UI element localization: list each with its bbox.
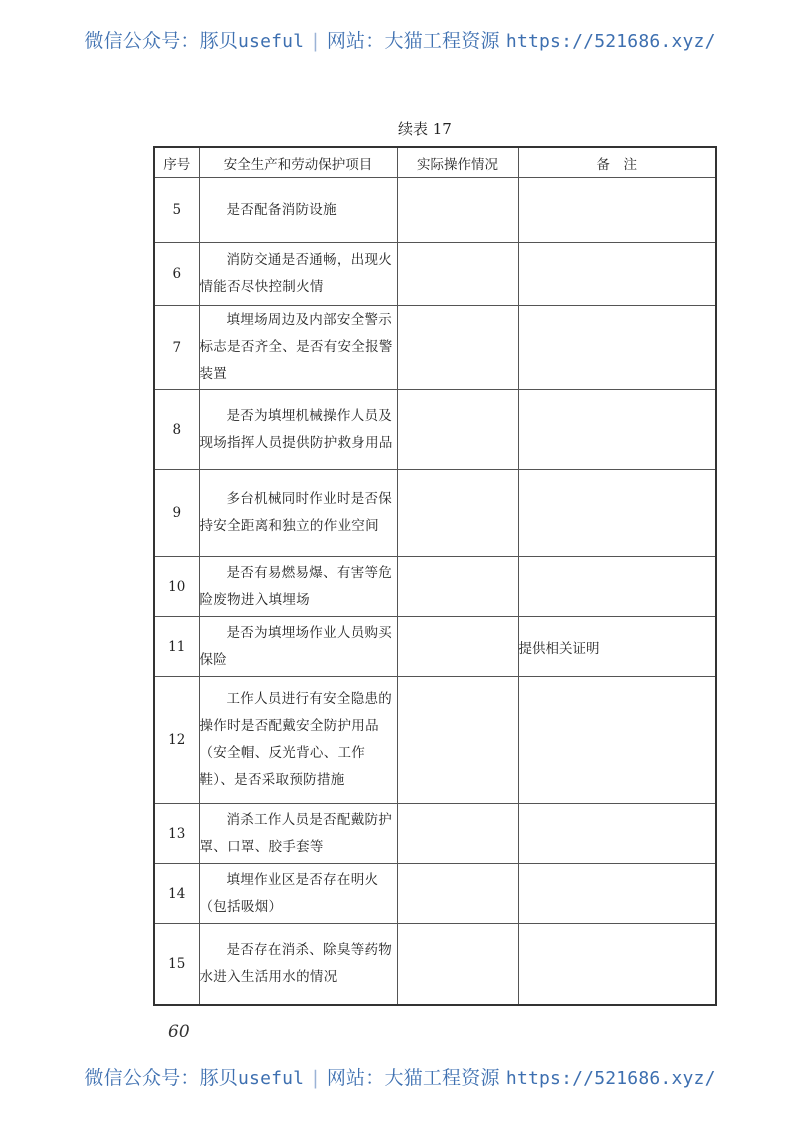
watermark-wechat-suffix: useful bbox=[238, 31, 305, 52]
watermark-separator: | bbox=[312, 30, 319, 52]
watermark-url[interactable]: https://521686.xyz/ bbox=[505, 31, 716, 52]
table-row bbox=[154, 677, 716, 804]
table-row bbox=[154, 864, 716, 924]
table-header-row bbox=[154, 147, 716, 178]
watermark-site: 网站：大猫工程资源 bbox=[326, 1067, 500, 1089]
row-remark-cell[interactable] bbox=[518, 243, 716, 306]
table-row bbox=[154, 178, 716, 243]
row-actual-cell[interactable] bbox=[397, 677, 518, 804]
row-number: 10 bbox=[154, 557, 199, 617]
table-title: 续表 17 bbox=[398, 120, 452, 138]
table-row bbox=[154, 390, 716, 470]
row-remark-cell[interactable] bbox=[518, 924, 716, 1005]
row-actual-cell[interactable] bbox=[397, 557, 518, 617]
row-number: 6 bbox=[154, 243, 199, 306]
watermark-wechat: 微信公众号：豚贝 bbox=[84, 1067, 238, 1089]
row-item bbox=[199, 804, 397, 864]
column-header-item: 安全生产和劳动保护项目 bbox=[199, 147, 397, 178]
row-actual-cell[interactable] bbox=[397, 617, 518, 677]
row-item-text: 是否配备消防设施 bbox=[226, 201, 337, 218]
column-header-actual: 实际操作情况 bbox=[397, 147, 518, 178]
row-item bbox=[199, 390, 397, 470]
row-remark-cell[interactable] bbox=[518, 804, 716, 864]
row-number: 5 bbox=[154, 178, 199, 243]
watermark-header bbox=[0, 26, 800, 53]
watermark-site: 网站：大猫工程资源 bbox=[326, 30, 500, 52]
row-item bbox=[199, 924, 397, 1005]
table-row bbox=[154, 306, 716, 390]
watermark-separator: | bbox=[312, 1067, 319, 1089]
row-item-text: 填埋作业区是否存在明火（包括吸烟） bbox=[199, 871, 379, 915]
table-row bbox=[154, 924, 716, 1005]
column-header-remark: 备 注 bbox=[518, 147, 716, 178]
row-number: 8 bbox=[154, 390, 199, 470]
column-header-no: 序号 bbox=[154, 147, 199, 178]
row-actual-cell[interactable] bbox=[397, 864, 518, 924]
watermark-url[interactable]: https://521686.xyz/ bbox=[505, 1068, 716, 1089]
row-remark-cell[interactable] bbox=[518, 178, 716, 243]
row-remark-cell[interactable]: 提供相关证明 bbox=[518, 617, 716, 677]
watermark-wechat: 微信公众号：豚贝 bbox=[84, 30, 238, 52]
row-item bbox=[199, 557, 397, 617]
row-item-text: 是否为填埋机械操作人员及现场指挥人员提供防护救身用品 bbox=[199, 407, 393, 451]
row-item-text: 是否为填埋场作业人员购买保险 bbox=[199, 624, 393, 668]
row-actual-cell[interactable] bbox=[397, 390, 518, 470]
row-item bbox=[199, 617, 397, 677]
row-item bbox=[199, 677, 397, 804]
row-remark-cell[interactable] bbox=[518, 470, 716, 557]
row-actual-cell[interactable] bbox=[397, 306, 518, 390]
row-actual-cell[interactable] bbox=[397, 178, 518, 243]
row-actual-cell[interactable] bbox=[397, 243, 518, 306]
row-number: 12 bbox=[154, 677, 199, 804]
row-item bbox=[199, 470, 397, 557]
row-number: 14 bbox=[154, 864, 199, 924]
row-number: 7 bbox=[154, 306, 199, 390]
row-number: 13 bbox=[154, 804, 199, 864]
row-actual-cell[interactable] bbox=[397, 924, 518, 1005]
safety-checklist-table bbox=[153, 146, 717, 1006]
table-row bbox=[154, 804, 716, 864]
row-number: 15 bbox=[154, 924, 199, 1005]
table-row bbox=[154, 243, 716, 306]
row-item-text: 填埋场周边及内部安全警示标志是否齐全、是否有安全报警装置 bbox=[199, 312, 393, 382]
row-item-text: 消防交通是否通畅，出现火情能否尽快控制火情 bbox=[199, 252, 393, 295]
row-number: 9 bbox=[154, 470, 199, 557]
row-remark-cell[interactable] bbox=[518, 864, 716, 924]
row-item bbox=[199, 864, 397, 924]
row-remark-cell[interactable] bbox=[518, 557, 716, 617]
row-actual-cell[interactable] bbox=[397, 470, 518, 557]
row-item bbox=[199, 306, 397, 390]
row-remark-cell[interactable] bbox=[518, 306, 716, 390]
row-item-text: 多台机械同时作业时是否保持安全距离和独立的作业空间 bbox=[199, 491, 393, 534]
watermark-wechat-suffix: useful bbox=[238, 1068, 305, 1089]
row-item bbox=[199, 243, 397, 306]
table-row bbox=[154, 557, 716, 617]
row-remark-cell[interactable] bbox=[518, 677, 716, 804]
row-number: 11 bbox=[154, 617, 199, 677]
table-row bbox=[154, 470, 716, 557]
row-item-text: 工作人员进行有安全隐患的操作时是否配戴安全防护用品（安全帽、反光背心、工作鞋）、是否采取预防措施 bbox=[199, 691, 393, 788]
row-item-text: 消杀工作人员是否配戴防护罩、口罩、胶手套等 bbox=[199, 811, 393, 855]
table-row bbox=[154, 617, 716, 677]
page-number: 60 bbox=[168, 1022, 190, 1042]
row-item bbox=[199, 178, 397, 243]
row-remark-cell[interactable] bbox=[518, 390, 716, 470]
row-actual-cell[interactable] bbox=[397, 804, 518, 864]
row-item-text: 是否有易燃易爆、有害等危险废物进入填埋场 bbox=[199, 564, 393, 608]
watermark-footer bbox=[0, 1063, 800, 1090]
row-item-text: 是否存在消杀、除臭等药物水进入生活用水的情况 bbox=[199, 941, 393, 985]
